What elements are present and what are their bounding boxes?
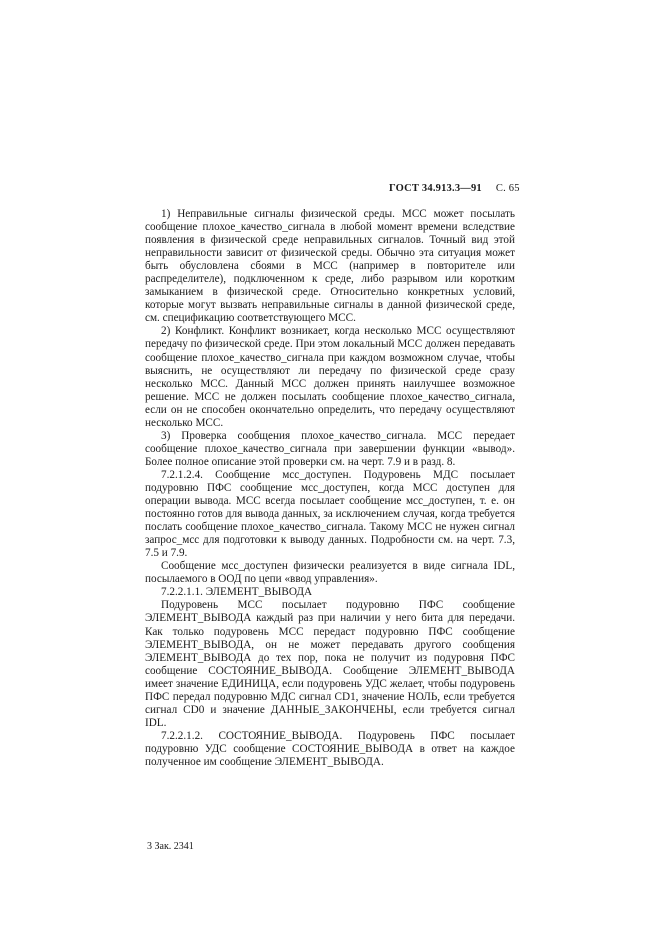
paragraph-idl-signal: Сообщение мсс_доступен физически реализуется в виде сигнала IDL, посылаемого в ООД по цепи «ввод управления». bbox=[145, 560, 515, 586]
paragraph-collision: 2) Конфликт. Конфликт возникает, когда несколько МСС осуществляют передачу по физической среде. При этом локальный МСС должен передавать сообщение плохое_качество_сигнала при каждом возможном случае, чтобы выяснить, не осуществляют ли передачу по физической среде сразу несколько МСС. Данный МСС должен принять наилучшее возможное решение. МСС не должен посылать сообщение плохое_качество_сигнала, если он не способен окончательно определить, что передачу осуществляют несколько МСС. bbox=[145, 325, 515, 429]
paragraph-output-element: Подуровень МСС посылает подуровню ПФС сообщение ЭЛЕМЕНТ_ВЫВОДА каждый раз при наличии у него бита для передачи. Как только подуровень МСС передаст подуровню ПФС сообщение ЭЛЕМЕНТ_ВЫВОДА, он не может передавать другого сообщения ЭЛЕМЕНТ_ВЫВОДА до тех пор, пока не получит из подуровня ПФС сообщение СОСТОЯНИЕ_ВЫВОДА. Сообщение ЭЛЕМЕНТ_ВЫВОДА имеет значение ЕДИНИЦА, если подуровень УДС желает, чтобы подуровень ПФС передал подуровню МДС сигнал CD1, значение НОЛЬ, если требуется сигнал CD0 и значение ДАННЫЕ_ЗАКОНЧЕНЫ, если требуется сигнал IDL. bbox=[145, 599, 515, 729]
paragraph-signal-check: 3) Проверка сообщения плохое_качество_сигнала. МСС передает сообщение плохое_качество_сигнала при завершении функции «вывод». Более полное описание этой проверки см. на черт. 7.9 и в разд. 8. bbox=[145, 429, 515, 468]
section-heading-output-element: 7.2.2.1.1. ЭЛЕМЕНТ_ВЫВОДА bbox=[161, 586, 313, 599]
paragraph-bad-signals: 1) Неправильные сигналы физической среды. МСС может посылать сообщение плохое_качество_сигнала в любой момент времени вследствие появления в физической среде неправильных сигналов. Точный вид этой неправильности зависит от физической среды. Обычно эта ситуация может быть обусловлена сбоями в МСС (например в повторителе или распределителе), подключенном к среде, либо разрывом или коротким замыканием в физической среде. Относительно конкретных условий, которые могут вызвать неправильные сигналы в данной физической среде, см. спецификацию соответствующего МСС. bbox=[145, 208, 515, 325]
paragraph-output-state: 7.2.2.1.2. СОСТОЯНИЕ_ВЫВОДА. Подуровень ПФС посылает подуровню УДС сообщение СОСТОЯНИЕ_ВЫВОДА в ответ на каждое полученное им сообщение ЭЛЕМЕНТ_ВЫВОДА. bbox=[145, 729, 515, 768]
page-footer: 3 Зак. 2341 bbox=[147, 841, 194, 852]
standard-number: ГОСТ 34.913.3—91 bbox=[389, 183, 482, 194]
paragraph-mss-available: 7.2.1.2.4. Сообщение мсс_доступен. Подуровень МДС посылает подуровню ПФС сообщение мсс_доступен, когда МСС доступен для операции вывода. МСС всегда посылает сообщение мсс_доступен, т. е. он постоянно готов для вывода данных, за исключением случая, когда требуется послать сообщение плохое_качество_сигнала. Такому МСС не нужен сигнал запрос_мсс для подготовки к выводу данных. Подробности см. на черт. 7.3, 7.5 и 7.9. bbox=[145, 468, 515, 560]
page-number: С. 65 bbox=[495, 183, 520, 194]
page-header bbox=[389, 183, 520, 194]
body-text bbox=[145, 208, 515, 769]
